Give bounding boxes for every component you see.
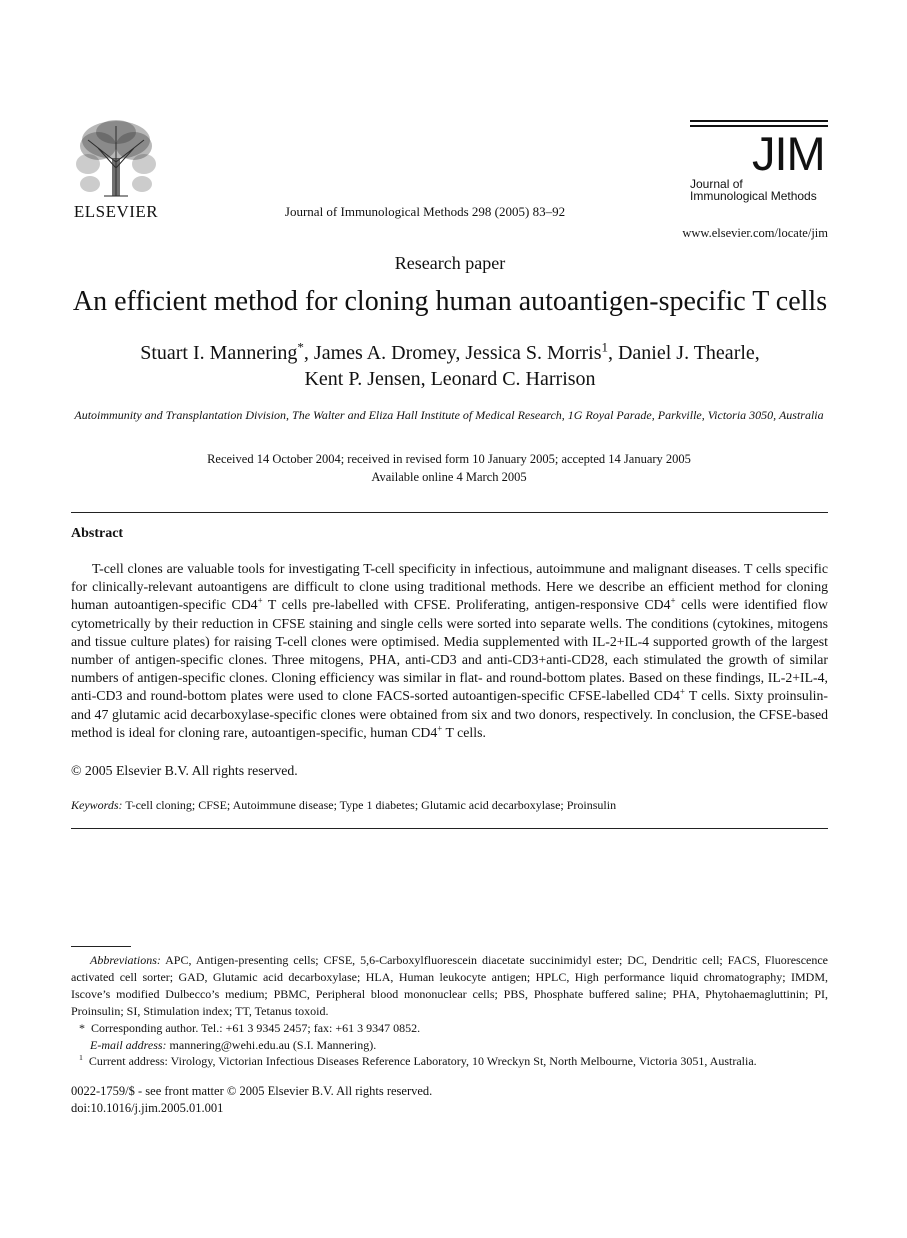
- jim-logo: [690, 118, 830, 214]
- email-footnote: [71, 1037, 828, 1054]
- publisher-name: ELSEVIER: [73, 202, 159, 221]
- jim-name-line2: Immunological Methods: [690, 189, 817, 203]
- abstract-text: cells were identified flow cytometrically by their reduction in CFSE staining and single cells were sorted into separate wells. The conditions (cytokines, mitogens and tissue culture plates) for raising T-cell clones were optimised. Media supplemented with IL-2+IL-4 supported growth of the largest number of antigen-specific clones. Three mitogens, PHA, anti-CD3 and anti-CD3+anti-CD28, each stimulated the growth of similar numbers of antigen-specific clones. Cloning efficiency was similar in flat- and round-bottom plates. Based on these findings, IL-2+IL-4, anti-CD3 and round-bottom plates were used to clone FACS-sorted autoantigen-specific CFSE-labelled CD4: [71, 597, 829, 704]
- abbreviations-label: Abbreviations:: [90, 953, 161, 967]
- divider-top: [71, 512, 828, 513]
- current-address-mark: 1: [79, 1053, 83, 1063]
- jim-journal-name: [690, 178, 817, 202]
- jim-rule-top: [690, 120, 828, 122]
- current-address-footnote: [71, 1053, 828, 1070]
- jim-letters: JIM: [752, 127, 825, 180]
- author-name: James A. Dromey: [313, 342, 456, 364]
- email-link[interactable]: mannering@wehi.edu.au (S.I. Mannering).: [169, 1037, 377, 1052]
- received-dates: Received 14 October 2004; received in revised form 10 January 2005; accepted 14 January 2005: [207, 452, 691, 466]
- superscript: +: [437, 723, 443, 734]
- issn-block: [71, 1083, 432, 1116]
- keywords-label: Keywords:: [71, 798, 123, 812]
- abstract-heading: Abstract: [71, 526, 124, 541]
- abstract-text: T-cell clones are valuable tools for investigating T-cell specificity in infectious, autoimmune and malignant diseases. T cells specific for clinically-relevant autoantigens are difficult to clone using traditional methods. Here we describe an efficient method for cloning human autoantigen-specific CD4: [71, 561, 828, 613]
- author-name: Stuart I. Mannering: [140, 342, 298, 364]
- journal-reference: Journal of Immunological Methods 298 (2005) 83–92: [284, 204, 566, 219]
- elsevier-tree-icon: [68, 118, 164, 198]
- affiliation: Autoimmunity and Transplantation Division, The Walter and Eliza Hall Institute of Medical Research, 1G Royal Parade, Parkville, Victoria 3050, Australia: [74, 408, 824, 422]
- abstract-text: T cells pre-labelled with CFSE. Proliferating, antigen-responsive CD4: [262, 597, 671, 613]
- corresponding-mark: *: [79, 1020, 85, 1035]
- abstract-text: T cells. Sixty proinsulin- and 47 glutamic acid decarboxylase-specific clones were obtained from six and two donors, respectively. In conclusion, the CFSE-based method is ideal for cloning rare, autoantigen-specific, human CD4: [71, 688, 828, 740]
- corresponding-footnote: [71, 1020, 828, 1037]
- abstract-body: [71, 560, 828, 742]
- abbreviations-text: APC, Antigen-presenting cells; CFSE, 5,6-Carboxylfluorescein diacetate succinimidyl ester; DC, Dendritic cell; FACS, Fluorescence activated cell sorter; GAD, Glutamic acid decarboxylase; HLA, Human leukocyte antigen; HPLC, High performance liquid chromatography; IMDM, Iscove’s modified Dulbecco’s medium; PBMC, Peripheral blood mononuclear cells; PBS, Phosphate buffered saline; PHA, Phytohaemagluttinin; PI, Proinsulin; SI, Stimulation index; TT, Tetanus toxoid.: [71, 953, 828, 1018]
- abstract-copyright: © 2005 Elsevier B.V. All rights reserved.: [71, 763, 298, 778]
- author-mark: *: [297, 339, 304, 355]
- superscript: +: [679, 686, 685, 697]
- current-address-text: Current address: Virology, Victorian Infectious Diseases Reference Laboratory, 10 Wreckyn St, North Melbourne, Victoria 3051, Australia.: [88, 1054, 757, 1069]
- email-label: E-mail address:: [90, 1037, 167, 1052]
- abstract-text: T cells.: [442, 724, 486, 740]
- author-mark: 1: [601, 339, 608, 355]
- paper-title: An efficient method for cloning human autoantigen-specific T cells: [72, 286, 828, 317]
- footnote-rule: [71, 946, 131, 947]
- doi-line: doi:10.1016/j.jim.2005.01.001: [71, 1100, 224, 1115]
- superscript: +: [257, 595, 263, 606]
- superscript: +: [670, 595, 676, 606]
- author-name: Kent P. Jensen: [304, 368, 421, 390]
- author-list: Stuart I. Mannering*, James A. Dromey, Jessica S. Morris$^1$, Daniel J. Thearle, Kent P. Jensen, Leonard C. Harrison: [140, 339, 760, 390]
- divider-bottom: [71, 828, 828, 829]
- available-online-date: Available online 4 March 2005: [371, 470, 527, 484]
- journal-url-link[interactable]: www.elsevier.com/locate/jim: [682, 226, 828, 240]
- author-name: Jessica S. Morris: [465, 342, 602, 364]
- abbreviations-footnote: [71, 952, 828, 1020]
- author-name: Leonard C. Harrison: [430, 368, 596, 390]
- abstract-paragraph: [71, 560, 828, 742]
- footnotes: [71, 952, 828, 1070]
- article-dates: [70, 450, 828, 486]
- keywords-text: T-cell cloning; CFSE; Autoimmune disease; Type 1 diabetes; Glutamic acid decarboxylase; Proinsulin: [125, 798, 617, 812]
- corresponding-text: Corresponding author. Tel.: +61 3 9345 2457; fax: +61 3 9347 0852.: [91, 1020, 421, 1035]
- issn-line: 0022-1759/$ - see front matter © 2005 Elsevier B.V. All rights reserved.: [71, 1084, 433, 1098]
- paper-type: Research paper: [394, 253, 506, 273]
- author-name: Daniel J. Thearle: [617, 342, 755, 364]
- keywords: [71, 798, 828, 813]
- jim-name-line1: Journal of: [690, 177, 743, 191]
